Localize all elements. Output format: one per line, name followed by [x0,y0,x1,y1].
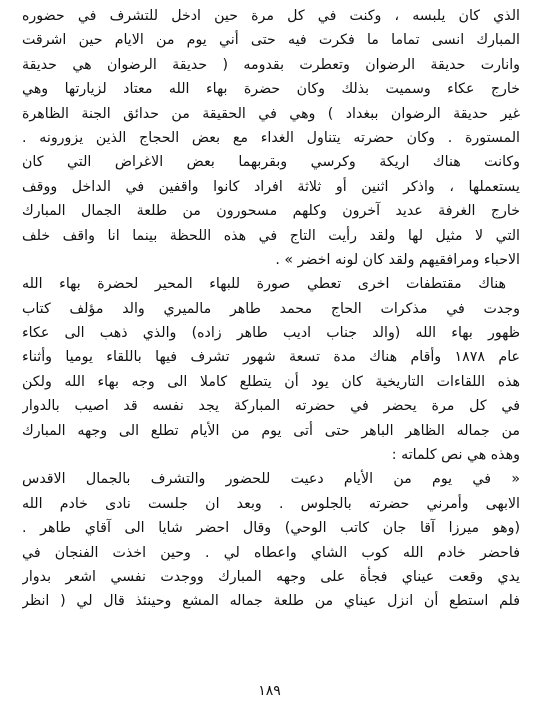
text-line: « في يوم من الأيام دعيت للحضور والتشرف بالجمال الاقدس [22,471,520,488]
body-text [22,4,520,614]
text-line: المستورة . وكان حضرته يتناول الغداء مع بعض الحجاج الذين يزورونه . [22,129,520,146]
text-line: وجدت في مذكرات الحاج محمد طاهر مالميري والد مؤلف كتاب [22,300,520,317]
text-line: من جماله الظاهر الباهر حتى أتى يوم من الأيام تطلع الى وجهه المبارك [22,422,520,439]
text-line: وكانت هناك اريكة وكرسي وبقربهما بعض الاغراض التي كان [22,154,520,171]
text-line: الابهى وأمرني حضرته بالجلوس . وبعد ان جلست نادى خادم الله [22,495,520,512]
text-line: غير حديقة الرضوان ببغداد ) وهي في الحقيقة من حدائق الجنة الظاهرة [22,105,520,122]
text-line: (وهو ميرزا آقا جان كاتب الوحي) وقال احضر شايا الى آقاي طاهر . [22,520,520,537]
text-line: خارج عكاء وسميت بذلك وكان حضرة بهاء الله معتاد لزيارتها وهي [22,81,520,98]
text-line: ظهور بهاء الله (والد جناب اديب طاهر زاده) والذي ذهب الى عكاء [22,325,520,342]
page-number: ١٨٩ [258,683,281,699]
text-line: وهذه هي نص كلماته : [391,447,520,464]
text-line: هناك مقتطفات اخرى تعطي صورة للبهاء المحير لحضرة بهاء الله [22,276,506,293]
text-line: الذي كان يلبسه ، وكنت في كل مرة حين ادخل للتشرف في حضوره [22,8,520,24]
text-line: في كل مرة يحضر في حضرته المباركة يجد نفسه قد اصيب بالدوار [22,398,520,415]
text-line: عام ١٨٧٨ وأقام هناك مدة تسعة شهور تشرف فيها باللقاء يوميا وأثناء [22,349,520,366]
text-line: التي لا مثيل لها ولقد رأيت التاج في هذه اللحظة بينما انا واقف خلف [22,227,520,244]
text-line: خارج الغرفة عديد آخرون وكلهم مسحورون من طلعة الجمال المبارك [22,203,520,220]
text-line: يدي وقعت عيناي فجأة على وجهه المبارك ووجدت نفسي اشعر بدوار [22,568,520,585]
text-line: المبارك انسى تماما ما فكرت فيه حتى أني يوم من الايام حين اشرقت [22,32,520,49]
text-line: فاحضر خادم الله كوب الشاي واعطاه لي . وحين اخذت الفنجان في [22,544,520,561]
text-line: وانارت حديقة الرضوان وتعطرت بقدومه ( حديقة الرضوان هي حديقة [22,56,520,73]
text-line: الاحباء ومرافقيهم ولقد كان لونه اخضر » . [275,251,520,268]
text-line: هذه اللقاءات التاريخية كان يود أن يتطلع كاملا الى وجه بهاء الله ولكن [22,373,520,390]
text-line: يستعملها ، واذكر اثنين أو ثلاثة افراد كانوا واقفين في الداخل ووقف [22,178,520,195]
text-line: فلم استطع أن انزل عيناي من طلعة جماله المشع وحينئذ قال لي ( انظر [22,593,520,610]
